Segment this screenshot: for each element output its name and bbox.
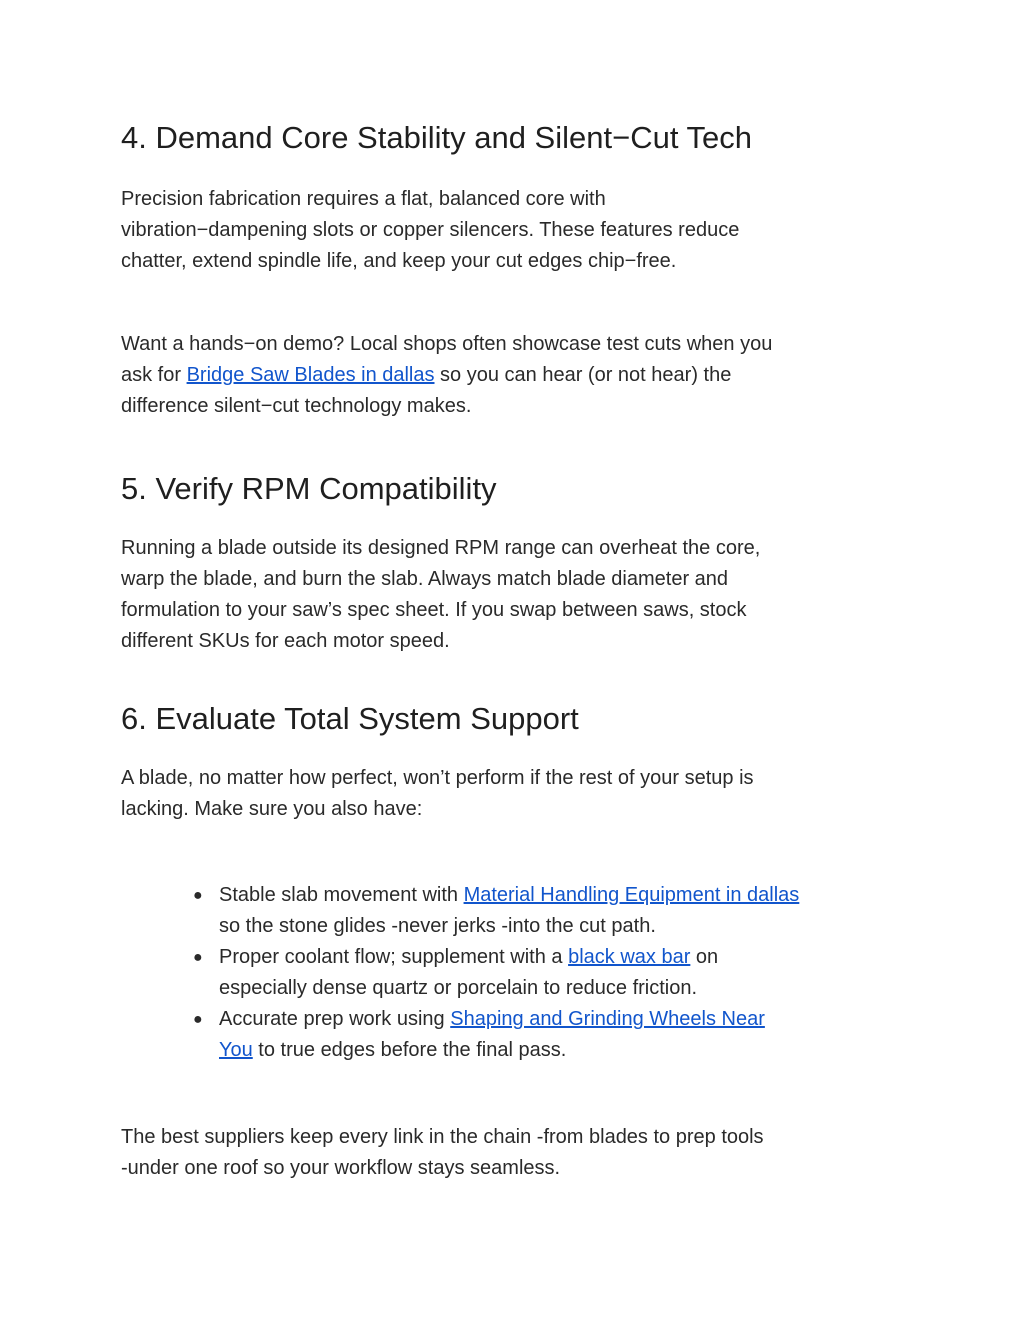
paragraph-line: The best suppliers keep every link in the chain -from blades to prep tools <box>121 1126 764 1148</box>
paragraph-line: vibration−dampening slots or copper silencers. These features reduce <box>121 219 740 241</box>
material-handling-equipment-link[interactable]: Material Handling Equipment in dallas <box>463 884 800 906</box>
bridge-saw-blades-link[interactable]: Bridge Saw Blades in dallas <box>186 364 435 386</box>
list-item-text: to true edges before the final pass. <box>252 1039 567 1061</box>
section-4-paragraph-2 <box>121 329 901 422</box>
bullet-icon: ● <box>193 887 203 904</box>
support-list <box>121 880 901 1066</box>
section-6-paragraph <box>121 763 901 825</box>
list-item-text: Stable slab movement with <box>219 884 464 906</box>
section-6-heading: 6. Evaluate Total System Support <box>121 701 579 736</box>
list-item <box>121 880 901 942</box>
paragraph-line: warp the blade, and burn the slab. Always match blade diameter and <box>121 568 729 590</box>
paragraph-line: formulation to your saw’s spec sheet. If you swap between saws, stock <box>121 599 747 621</box>
paragraph-line: different SKUs for each motor speed. <box>121 630 450 652</box>
bullet-icon: ● <box>193 1011 203 1028</box>
section-4-paragraph-1 <box>121 184 901 277</box>
list-item-text: so the stone glides -never jerks -into the cut path. <box>219 915 656 937</box>
paragraph-line: difference silent−cut technology makes. <box>121 395 472 417</box>
paragraph-text: so you can hear (or not hear) the <box>434 364 732 386</box>
closing-paragraph <box>121 1122 901 1184</box>
paragraph-line: lacking. Make sure you also have: <box>121 798 423 820</box>
bullet-icon: ● <box>193 949 203 966</box>
list-item-text: on <box>690 946 719 968</box>
shaping-grinding-wheels-link-continued[interactable]: You <box>219 1039 253 1061</box>
list-item-text: especially dense quartz or porcelain to reduce friction. <box>219 977 698 999</box>
list-item <box>121 1004 901 1066</box>
section-5-paragraph <box>121 533 901 657</box>
paragraph-line: chatter, extend spindle life, and keep your cut edges chip−free. <box>121 250 677 272</box>
list-item <box>121 942 901 1004</box>
paragraph-line: A blade, no matter how perfect, won’t perform if the rest of your setup is <box>121 767 754 789</box>
paragraph-line: -under one roof so your workflow stays seamless. <box>121 1157 561 1179</box>
document-page <box>121 118 901 1184</box>
shaping-grinding-wheels-link[interactable]: Shaping and Grinding Wheels Near <box>450 1008 765 1030</box>
paragraph-line: Precision fabrication requires a flat, balanced core with <box>121 188 606 210</box>
paragraph-text: ask for <box>121 364 187 386</box>
list-item-text: Accurate prep work using <box>219 1008 451 1030</box>
black-wax-bar-link[interactable]: black wax bar <box>568 946 691 968</box>
list-item-text: Proper coolant flow; supplement with a <box>219 946 569 968</box>
section-5-heading: 5. Verify RPM Compatibility <box>121 471 497 506</box>
paragraph-line: Want a hands−on demo? Local shops often showcase test cuts when you <box>121 333 773 355</box>
paragraph-line: Running a blade outside its designed RPM range can overheat the core, <box>121 537 761 559</box>
section-4-heading: 4. Demand Core Stability and Silent−Cut Tech <box>121 120 752 155</box>
